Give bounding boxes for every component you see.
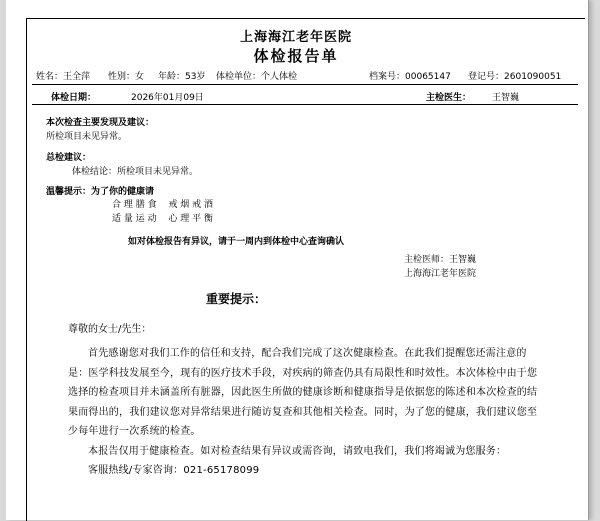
report-title: 体检报告单	[253, 47, 339, 65]
divider-line	[32, 104, 578, 105]
file-number-field	[369, 69, 451, 82]
health-tips-line-2: 适 量 运 动 心 理 平 衡	[112, 214, 214, 224]
unit-value: 个人体检	[261, 72, 298, 82]
signature-doctor: 主检医师：王智巍	[404, 255, 477, 265]
signature-hospital: 上海海江老年医院	[404, 269, 477, 279]
findings-text: 所检项目未见异常。	[46, 132, 128, 142]
hospital-name: 上海海江老年医院	[239, 30, 352, 45]
chief-doctor-label: 主检医生：	[426, 93, 472, 103]
summary-text: 体检结论：所检项目未见异常。	[72, 167, 199, 177]
reg-no-label: 登记号：	[468, 72, 505, 82]
summary-heading: 总检建议：	[46, 153, 92, 163]
objection-notice: 如对体检报告有异议，请于一周内到体检中心查询确认	[128, 237, 345, 247]
patient-name-field	[36, 69, 90, 82]
health-tips-heading: 温馨提示：为了你的健康请	[46, 187, 155, 197]
divider-line	[32, 84, 578, 85]
findings-heading: 本次检查主要发现及建议：	[46, 118, 155, 128]
gender-field	[108, 69, 144, 82]
patient-name: 王全萍	[63, 72, 91, 82]
report-page	[6, 0, 589, 520]
age-label: 年龄：	[158, 72, 186, 82]
gender-label: 性别：	[108, 72, 136, 82]
registration-number-field	[468, 69, 561, 82]
notice-paragraph-2: 本报告仅用于健康检查。如对检查结果有异议或需咨询，请致电我们，我们将竭诚为您服务：	[88, 445, 507, 457]
unit-label: 体检单位：	[216, 72, 262, 82]
important-notice-body	[68, 344, 542, 481]
gender-value: 女	[135, 72, 145, 82]
chief-doctor-value: 王智巍	[492, 93, 520, 103]
exam-date-value: 2026年01月09日	[131, 93, 204, 103]
file-no-value: 00065147	[405, 72, 451, 82]
greeting: 尊敬的女士/先生：	[68, 324, 152, 335]
health-tips-line-1: 合 理 膳 食 戒 烟 戒 酒	[112, 200, 214, 210]
exam-unit-field	[216, 69, 297, 82]
age-value: 53岁	[185, 72, 206, 82]
service-hotline: 客服热线/专家咨询：021-65178099	[88, 465, 260, 476]
exam-date-label: 体检日期：	[51, 93, 97, 103]
reg-no-value: 2601090051	[504, 72, 562, 82]
age-field	[158, 69, 205, 82]
name-label: 姓名：	[36, 72, 64, 82]
file-no-label: 档案号：	[369, 72, 406, 82]
notice-paragraph-1: 首先感谢您对我们工作的信任和支持，配合我们完成了这次健康检查。在此我们提醒您还需注意的是：医学科技发展至今，现有的医疗技术手段，对疾病的筛查仍具有局限性和时效性。本次体检中由于您选择的检查项目并未涵盖所有脏器，因此医生所做的健康诊断和健康指导是依据您的陈述和本次检查的结果而得出的，我们建议您对异常结果进行随访复查和其他相关检查。同时，为了您的健康，我们建议您至少每年进行一次系统的检查。	[68, 348, 538, 437]
important-notice-heading: 重要提示：	[206, 292, 267, 306]
